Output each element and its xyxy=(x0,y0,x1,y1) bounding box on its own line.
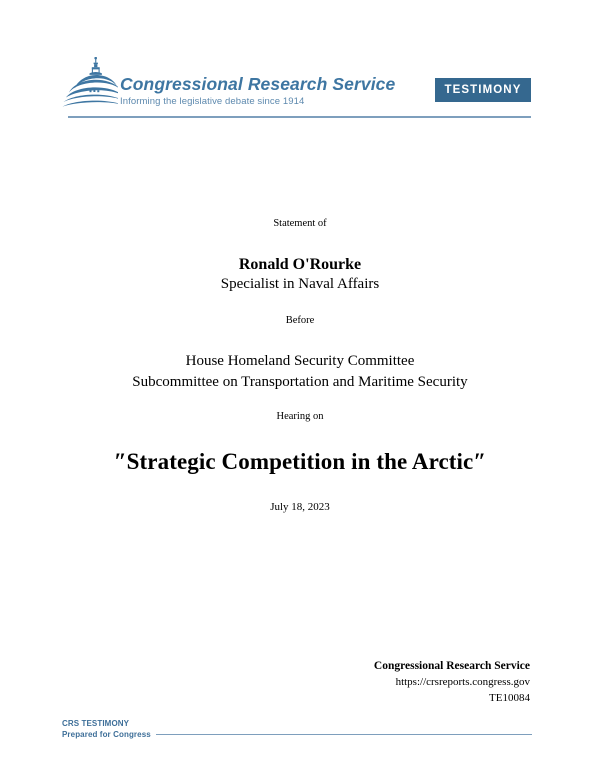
statement-of-label: Statement of xyxy=(273,218,327,229)
subcommittee-name: Subcommittee on Transportation and Maritime Security xyxy=(132,374,468,390)
imprint-organization: Congressional Research Service xyxy=(373,660,530,672)
crs-wordmark: Congressional Research Service xyxy=(120,74,396,94)
footer-divider xyxy=(156,734,532,735)
page-footer xyxy=(62,719,532,745)
report-number: TE10084 xyxy=(489,692,530,704)
crs-tagline: Informing the legislative debate since 1914 xyxy=(120,96,305,107)
crs-wordmark-block xyxy=(120,74,395,109)
crs-logo xyxy=(62,57,395,109)
witness-name: Ronald O'Rourke xyxy=(238,256,362,273)
footer-title: CRS TESTIMONY xyxy=(62,719,130,728)
testimony-badge: TESTIMONY xyxy=(435,78,531,102)
witness-role: Specialist in Naval Affairs xyxy=(220,276,380,292)
hearing-on-label: Hearing on xyxy=(276,411,324,422)
imprint-url[interactable]: https://crsreports.congress.gov xyxy=(395,676,530,688)
hearing-date: July 18, 2023 xyxy=(270,501,330,513)
imprint-block xyxy=(210,658,530,706)
committee-block xyxy=(0,351,600,393)
capitol-dome-icon xyxy=(62,57,118,109)
committee-name: House Homeland Security Committee xyxy=(185,353,415,369)
footer-subtitle: Prepared for Congress xyxy=(62,729,151,739)
page-header xyxy=(0,0,600,120)
before-label: Before xyxy=(285,315,315,326)
footer-subtitle-row xyxy=(62,730,532,741)
hearing-title: ″Strategic Competition in the Arctic″ xyxy=(113,449,487,474)
header-divider xyxy=(68,116,531,118)
